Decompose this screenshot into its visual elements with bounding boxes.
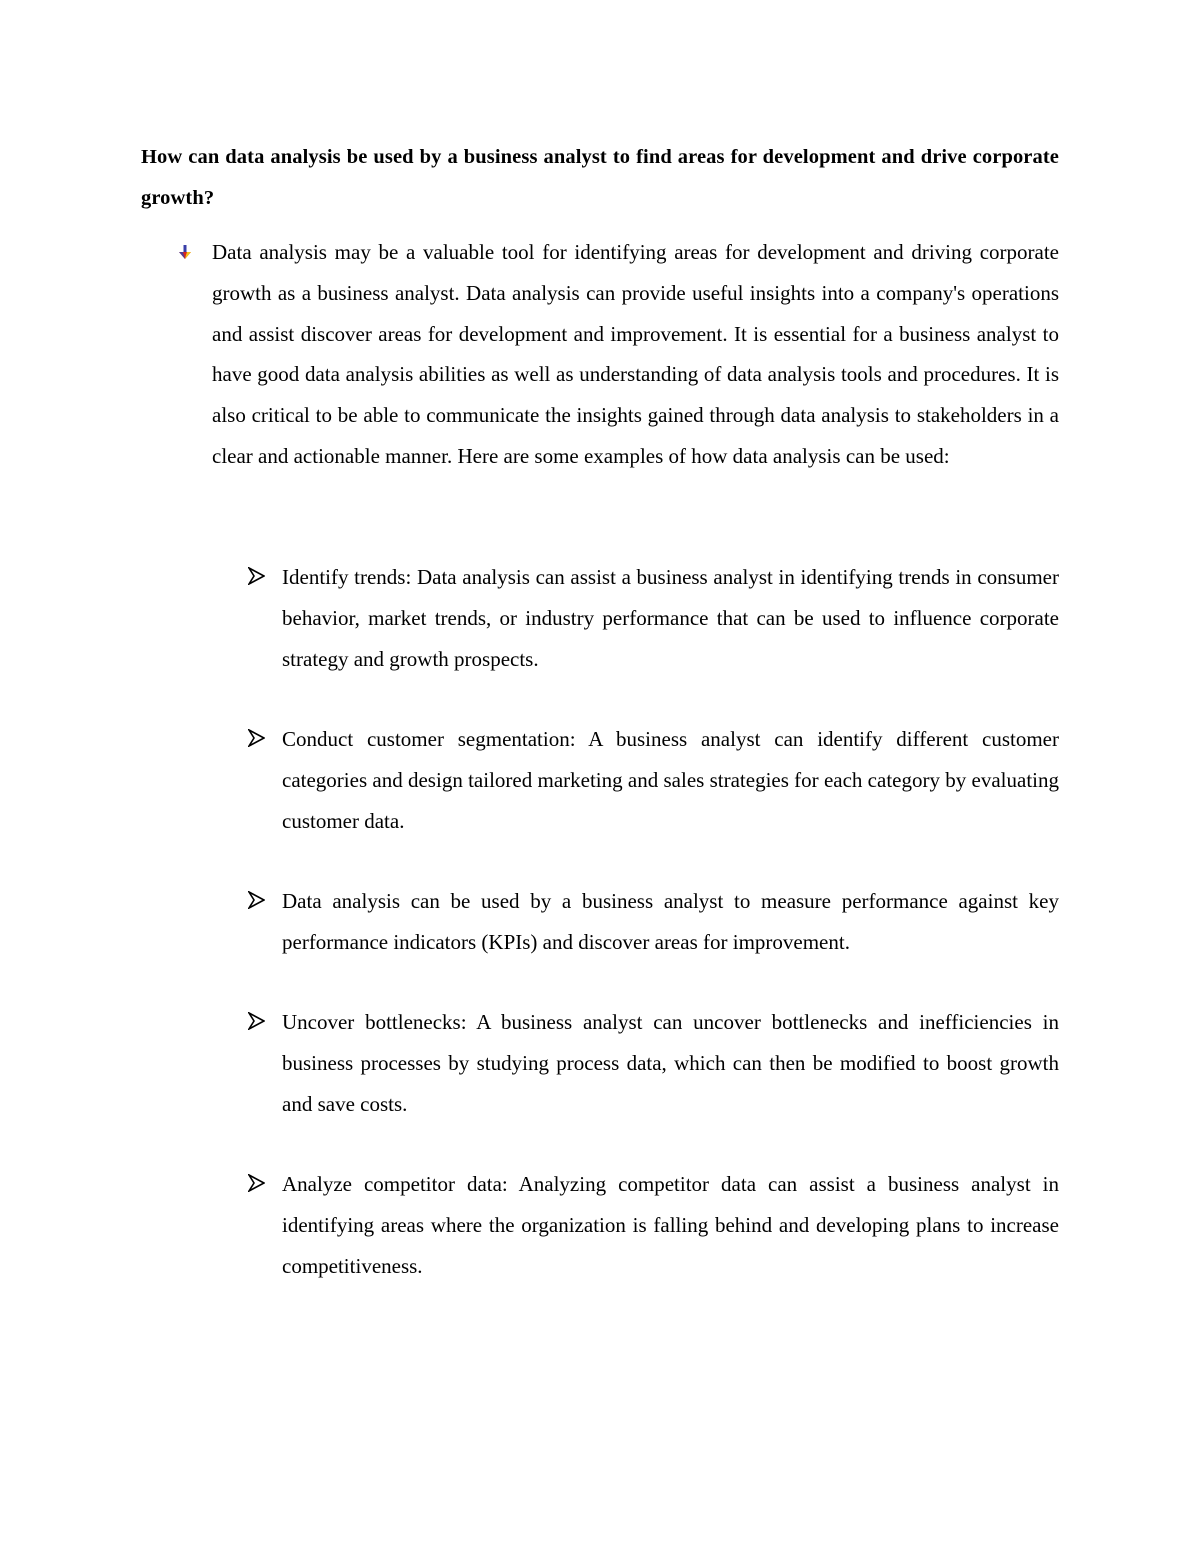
list-item-text: Analyze competitor data: Analyzing competitor data can assist a business analyst in identifying areas where the organization is falling behind and developing plans to increase competitiveness. bbox=[282, 1172, 1059, 1278]
chevron-right-icon bbox=[248, 729, 265, 747]
list-item-text: Conduct customer segmentation: A business analyst can identify different customer categories and design tailored marketing and sales strategies for each category by evaluating customer data. bbox=[282, 727, 1059, 833]
chevron-right-icon bbox=[248, 891, 265, 909]
chevron-right-icon bbox=[248, 1174, 265, 1192]
question-heading: How can data analysis be used by a business analyst to find areas for development and drive corporate growth? bbox=[141, 146, 1059, 209]
chevron-right-icon bbox=[248, 567, 265, 585]
intro-paragraph: Data analysis may be a valuable tool for identifying areas for development and driving corporate growth as a business analyst. Data analysis can provide useful insights into a company's operations and assist discover areas for development and improvement. It is essential for a business analyst to have good data analysis abilities as well as understanding of data analysis tools and procedures. It is also critical to be able to communicate the insights gained through data analysis to stakeholders in a clear and actionable manner. Here are some examples of how data analysis can be used: bbox=[212, 240, 1059, 468]
arrow-down-icon bbox=[178, 245, 194, 261]
list-item-text: Uncover bottlenecks: A business analyst can uncover bottlenecks and inefficiencies in business processes by studying process data, which can then be modified to boost growth and save costs. bbox=[282, 1010, 1059, 1116]
list-item-text: Identify trends: Data analysis can assist a business analyst in identifying trends in consumer behavior, market trends, or industry performance that can be used to influence corporate strategy and growth prospects. bbox=[282, 565, 1059, 671]
list-item-text: Data analysis can be used by a business analyst to measure performance against key performance indicators (KPIs) and discover areas for improvement. bbox=[282, 889, 1059, 954]
chevron-right-icon bbox=[248, 1012, 265, 1030]
